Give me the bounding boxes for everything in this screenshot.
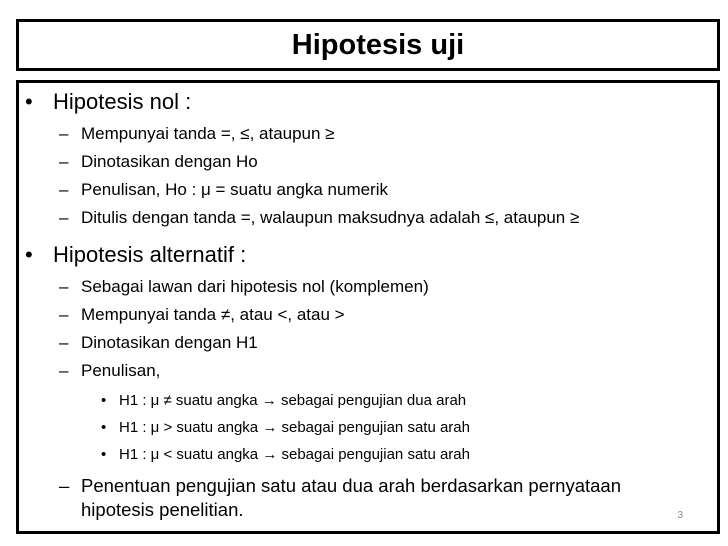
heading-hipotesis-alternatif: • Hipotesis alternatif : bbox=[25, 242, 247, 267]
bullet-icon: • bbox=[101, 419, 107, 436]
dash-icon: – bbox=[59, 208, 69, 227]
page-number: 3 bbox=[677, 510, 683, 521]
list-item: – Penulisan, Ho : μ = suatu angka numerik bbox=[59, 180, 388, 199]
sub-list-item: • H1 : μ < suatu angka → sebagai pengujian satu arah bbox=[101, 446, 470, 463]
arrow-right-icon: → bbox=[261, 392, 277, 409]
list-item: – Penentuan pengujian satu atau dua arah berdasarkan pernyataan bbox=[59, 475, 622, 496]
bullet-icon: • bbox=[101, 446, 107, 463]
list-item-continuation: hipotesis penelitian. bbox=[81, 499, 244, 520]
dash-icon: – bbox=[59, 333, 69, 352]
list-item: – Mempunyai tanda =, ≤, ataupun ≥ bbox=[59, 124, 335, 143]
list-item: – Ditulis dengan tanda =, walaupun maksudnya adalah ≤, ataupun ≥ bbox=[59, 208, 580, 227]
slide-title: Hipotesis uji bbox=[291, 28, 465, 61]
list-item: – Dinotasikan dengan H1 bbox=[59, 333, 258, 352]
dash-icon: – bbox=[59, 180, 69, 199]
list-item: – Mempunyai tanda ≠, atau <, atau > bbox=[59, 305, 345, 324]
sub-list-item: • H1 : μ > suatu angka → sebagai pengujian satu arah bbox=[101, 419, 470, 436]
title-box bbox=[16, 19, 720, 71]
list-item: – Dinotasikan dengan Ho bbox=[59, 152, 258, 171]
dash-icon: – bbox=[59, 361, 69, 380]
bullet-icon: • bbox=[25, 242, 33, 267]
content-box bbox=[16, 80, 720, 534]
dash-icon: – bbox=[59, 152, 69, 171]
dash-icon: – bbox=[59, 124, 69, 143]
bullet-icon: • bbox=[25, 89, 33, 114]
bullet-icon: • bbox=[101, 392, 107, 409]
list-item: – Sebagai lawan dari hipotesis nol (komplemen) bbox=[59, 277, 429, 296]
dash-icon: – bbox=[59, 475, 70, 496]
dash-icon: – bbox=[59, 305, 69, 324]
heading-hipotesis-nol: • Hipotesis nol : bbox=[25, 89, 192, 114]
list-item: – Penulisan, bbox=[59, 361, 161, 380]
sub-list-item: • H1 : μ ≠ suatu angka → sebagai pengujian dua arah bbox=[101, 392, 467, 409]
arrow-right-icon: → bbox=[262, 419, 278, 436]
dash-icon: – bbox=[59, 277, 69, 296]
arrow-right-icon: → bbox=[262, 446, 278, 463]
